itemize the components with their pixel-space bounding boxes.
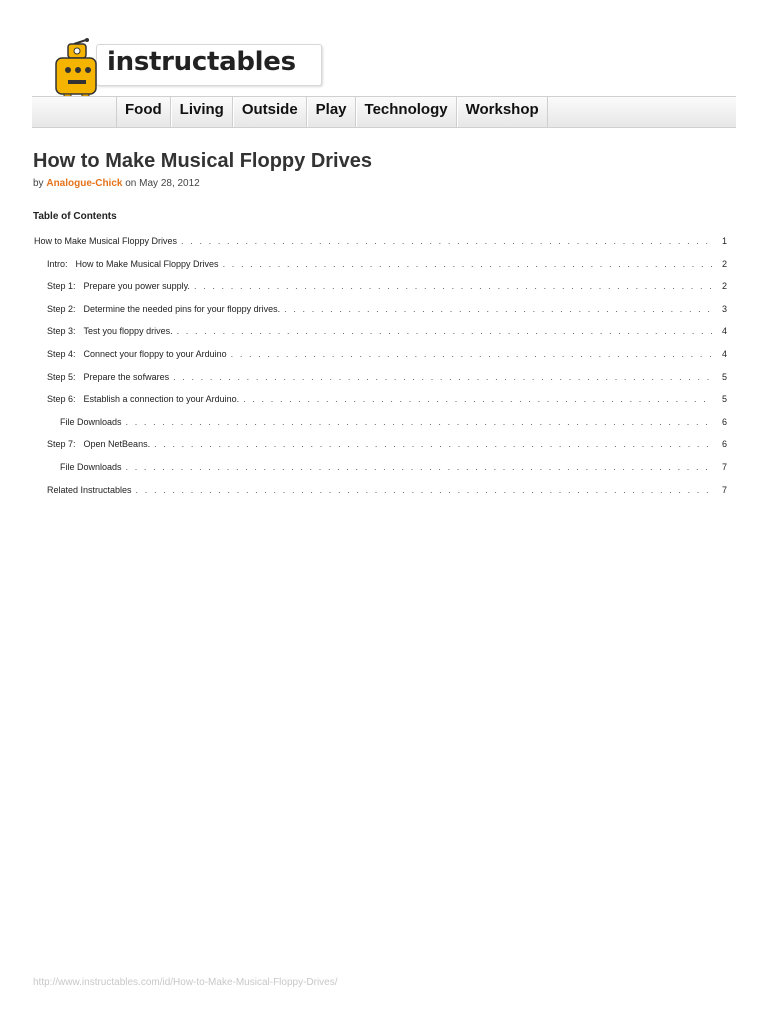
nav-food[interactable]: Food <box>116 97 171 127</box>
toc-step-number: Step 7: <box>47 439 76 450</box>
site-header <box>32 36 736 128</box>
toc-step-number: Step 4: <box>47 348 76 359</box>
author-link[interactable]: Analogue-Chick <box>46 178 123 189</box>
dot-leader <box>136 485 713 495</box>
toc-entry-label: Open NetBeans. <box>83 439 151 450</box>
toc-entry[interactable] <box>34 326 727 349</box>
nav-living[interactable]: Living <box>171 97 233 127</box>
toc-page-number: 4 <box>721 326 727 337</box>
toc-entry[interactable] <box>34 439 727 462</box>
logo-text: instructables <box>107 47 296 77</box>
toc-heading: Table of Contents <box>33 211 117 222</box>
toc-entry-label: Test you floppy drives. <box>83 326 173 337</box>
toc-entry-label: File Downloads <box>60 416 122 427</box>
toc-entry[interactable] <box>34 394 727 417</box>
toc-entry[interactable] <box>34 372 727 395</box>
toc-page-number: 5 <box>721 371 727 382</box>
toc-page-number: 2 <box>721 258 727 269</box>
dot-leader <box>223 259 713 269</box>
byline <box>33 178 200 189</box>
category-nav <box>32 96 736 128</box>
nav-play[interactable]: Play <box>307 97 356 127</box>
page-title: How to Make Musical Floppy Drives <box>33 150 372 172</box>
toc-entry-label: Prepare the sofwares <box>83 371 170 382</box>
dot-leader <box>243 394 713 404</box>
table-of-contents <box>34 236 727 507</box>
dot-leader <box>126 417 713 427</box>
dot-leader <box>154 439 713 449</box>
toc-entry-label: Connect your floppy to your Arduino <box>83 348 227 359</box>
dot-leader <box>231 349 713 359</box>
toc-step-number: Step 3: <box>47 326 76 337</box>
footer-url[interactable]: http://www.instructables.com/id/How-to-Make-Musical-Floppy-Drives/ <box>33 977 338 988</box>
toc-entry-label: File Downloads <box>60 461 122 472</box>
nav-outside[interactable]: Outside <box>233 97 307 127</box>
toc-page-number: 6 <box>721 416 727 427</box>
dot-leader <box>126 462 713 472</box>
toc-entry[interactable] <box>34 485 727 508</box>
toc-step-number: Step 6: <box>47 394 76 405</box>
dot-leader <box>177 326 713 336</box>
toc-step-number: Step 2: <box>47 303 76 314</box>
toc-step-number: Step 5: <box>47 371 76 382</box>
toc-entry[interactable] <box>34 417 727 440</box>
toc-page-number: 1 <box>721 236 727 246</box>
dot-leader <box>181 236 713 246</box>
toc-page-number: 5 <box>721 394 727 405</box>
toc-entry-label: How to Make Musical Floppy Drives <box>34 236 178 246</box>
dot-leader <box>284 304 713 314</box>
toc-page-number: 7 <box>721 484 727 495</box>
dot-leader <box>173 372 713 382</box>
toc-page-number: 6 <box>721 439 727 450</box>
toc-entry[interactable] <box>34 281 727 304</box>
nav-technology[interactable]: Technology <box>356 97 457 127</box>
toc-step-number: Intro: <box>47 258 68 269</box>
toc-entry[interactable] <box>34 259 727 282</box>
toc-entry[interactable] <box>34 349 727 372</box>
toc-entry-label: Determine the needed pins for your floppy drives. <box>83 303 281 314</box>
toc-page-number: 3 <box>721 303 727 314</box>
toc-page-number: 7 <box>721 461 727 472</box>
publish-date: on May 28, 2012 <box>122 178 200 189</box>
toc-entry-label: Prepare you power supply. <box>83 281 190 292</box>
byline-prefix: by <box>33 178 47 189</box>
toc-page-number: 4 <box>721 348 727 359</box>
toc-step-number: Step 1: <box>47 281 76 292</box>
toc-entry[interactable] <box>34 304 727 327</box>
toc-page-number: 2 <box>721 281 727 292</box>
toc-entry-label: Establish a connection to your Arduino. <box>83 394 240 405</box>
toc-entry-label: How to Make Musical Floppy Drives <box>75 258 219 269</box>
toc-entry[interactable] <box>34 462 727 485</box>
nav-workshop[interactable]: Workshop <box>457 97 548 127</box>
dot-leader <box>194 281 713 291</box>
logo[interactable] <box>96 44 322 86</box>
toc-entry-label: Related Instructables <box>47 484 132 495</box>
toc-entry[interactable] <box>34 236 727 259</box>
